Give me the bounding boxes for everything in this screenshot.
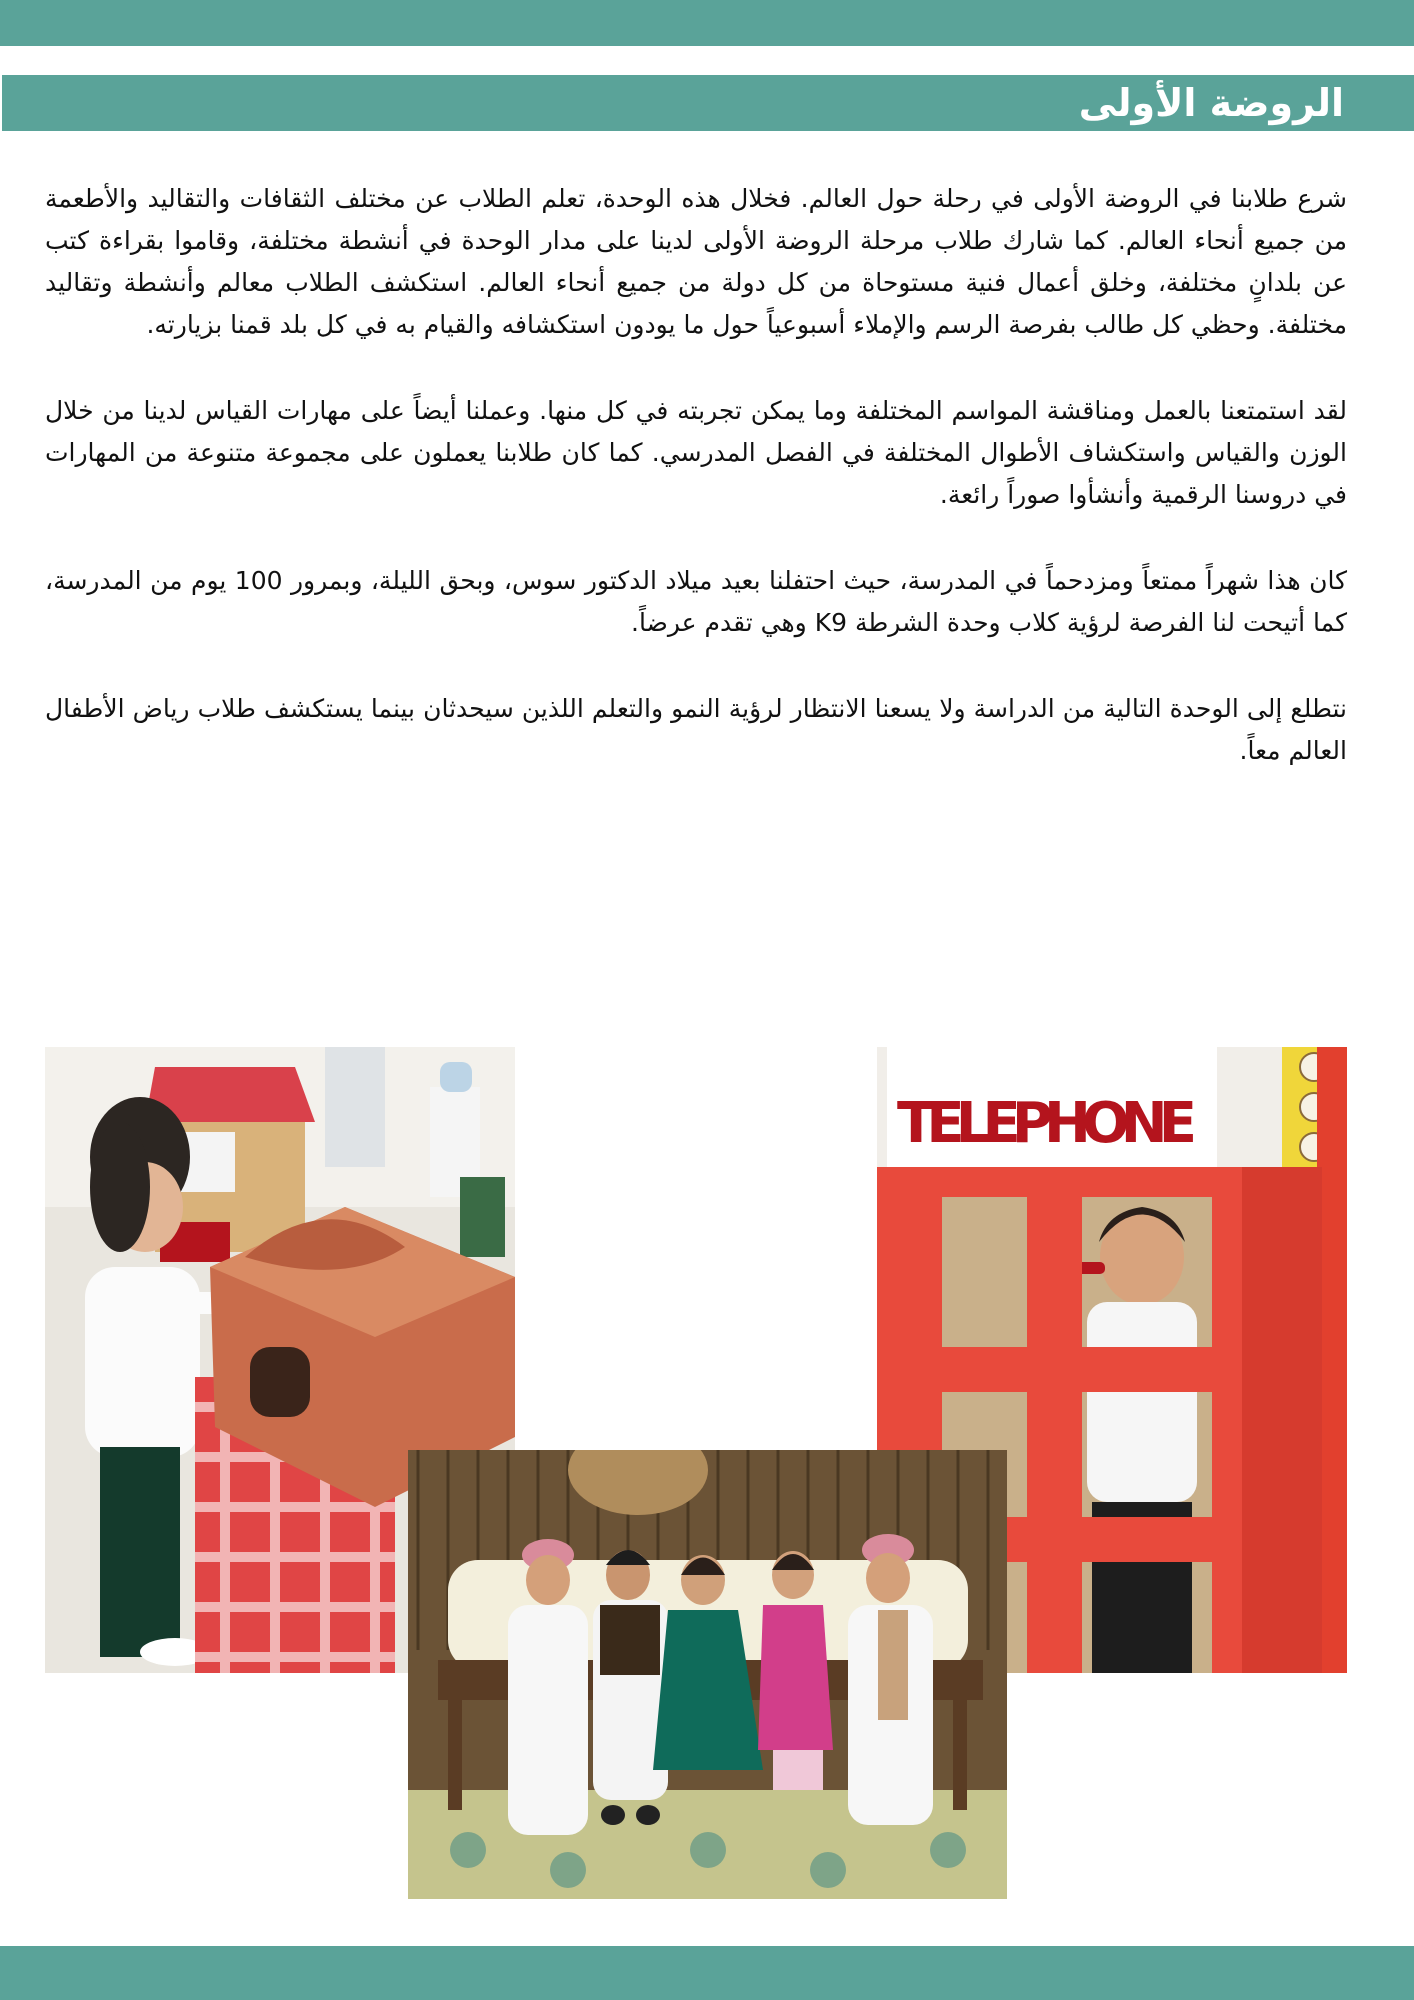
page-title: الروضة الأولى bbox=[1078, 81, 1344, 125]
telephone-sign-text: TELEPHONE bbox=[897, 1091, 1197, 1156]
paragraph-3: كان هذا شهراً ممتعاً ومزدحماً في المدرسة، حيث احتفلنا بعيد ميلاد الدكتور سوس، وبحق الليلة، وبمرور 100 يوم من المدرسة، كما أتيحت لنا الفرصة لرؤية كلاب وحدة الشرطة K9 وهي تقدم عرضاً. bbox=[45, 566, 1348, 637]
article-body bbox=[45, 178, 1347, 816]
photo-children-traditional-dress bbox=[408, 1450, 1007, 1899]
title-bar bbox=[2, 75, 1414, 131]
paragraph-4: نتطلع إلى الوحدة التالية من الدراسة ولا يسعنا الانتظار لرؤية النمو والتعلم اللذين سيحدثان بينما يستكشف طلاب رياض الأطفال العالم معاً. bbox=[45, 694, 1347, 765]
paragraph-1: شرع طلابنا في الروضة الأولى في رحلة حول العالم. فخلال هذه الوحدة، تعلم الطلاب عن مختلف الثقافات والتقاليد والأطعمة من جميع أنحاء العالم. كما شارك طلاب مرحلة الروضة الأولى لدينا على مدار الوحدة في أنشطة مختلفة، وقاموا بقراءة كتب عن بلدانٍ مختلفة، وخلق أعمال فنية مستوحاة من كل دولة من جميع أنحاء العالم. استكشف الطلاب معالم وأنشطة وتقاليد مختلفة. وحظي كل طالب بفرصة الرسم والإملاء أسبوعياً حول ما يودون استكشافه والقيام به في كل بلد قمنا بزيارته. bbox=[45, 184, 1347, 339]
photo-children-traditional-dress-image bbox=[408, 1450, 1007, 1899]
bottom-decorative-band bbox=[0, 1946, 1414, 2000]
paragraph-2: لقد استمتعنا بالعمل ومناقشة المواسم المختلفة وما يمكن تجربته في كل منها. وعملنا أيضاً على مهارات القياس لدينا من خلال الوزن والقياس واستكشاف الأطوال المختلفة في الفصل المدرسي. كما كان طلابنا يعملون على مجموعة متنوعة من المهارات في دروسنا الرقمية وأنشأوا صوراً رائعة. bbox=[45, 396, 1347, 509]
top-decorative-band bbox=[0, 0, 1414, 46]
